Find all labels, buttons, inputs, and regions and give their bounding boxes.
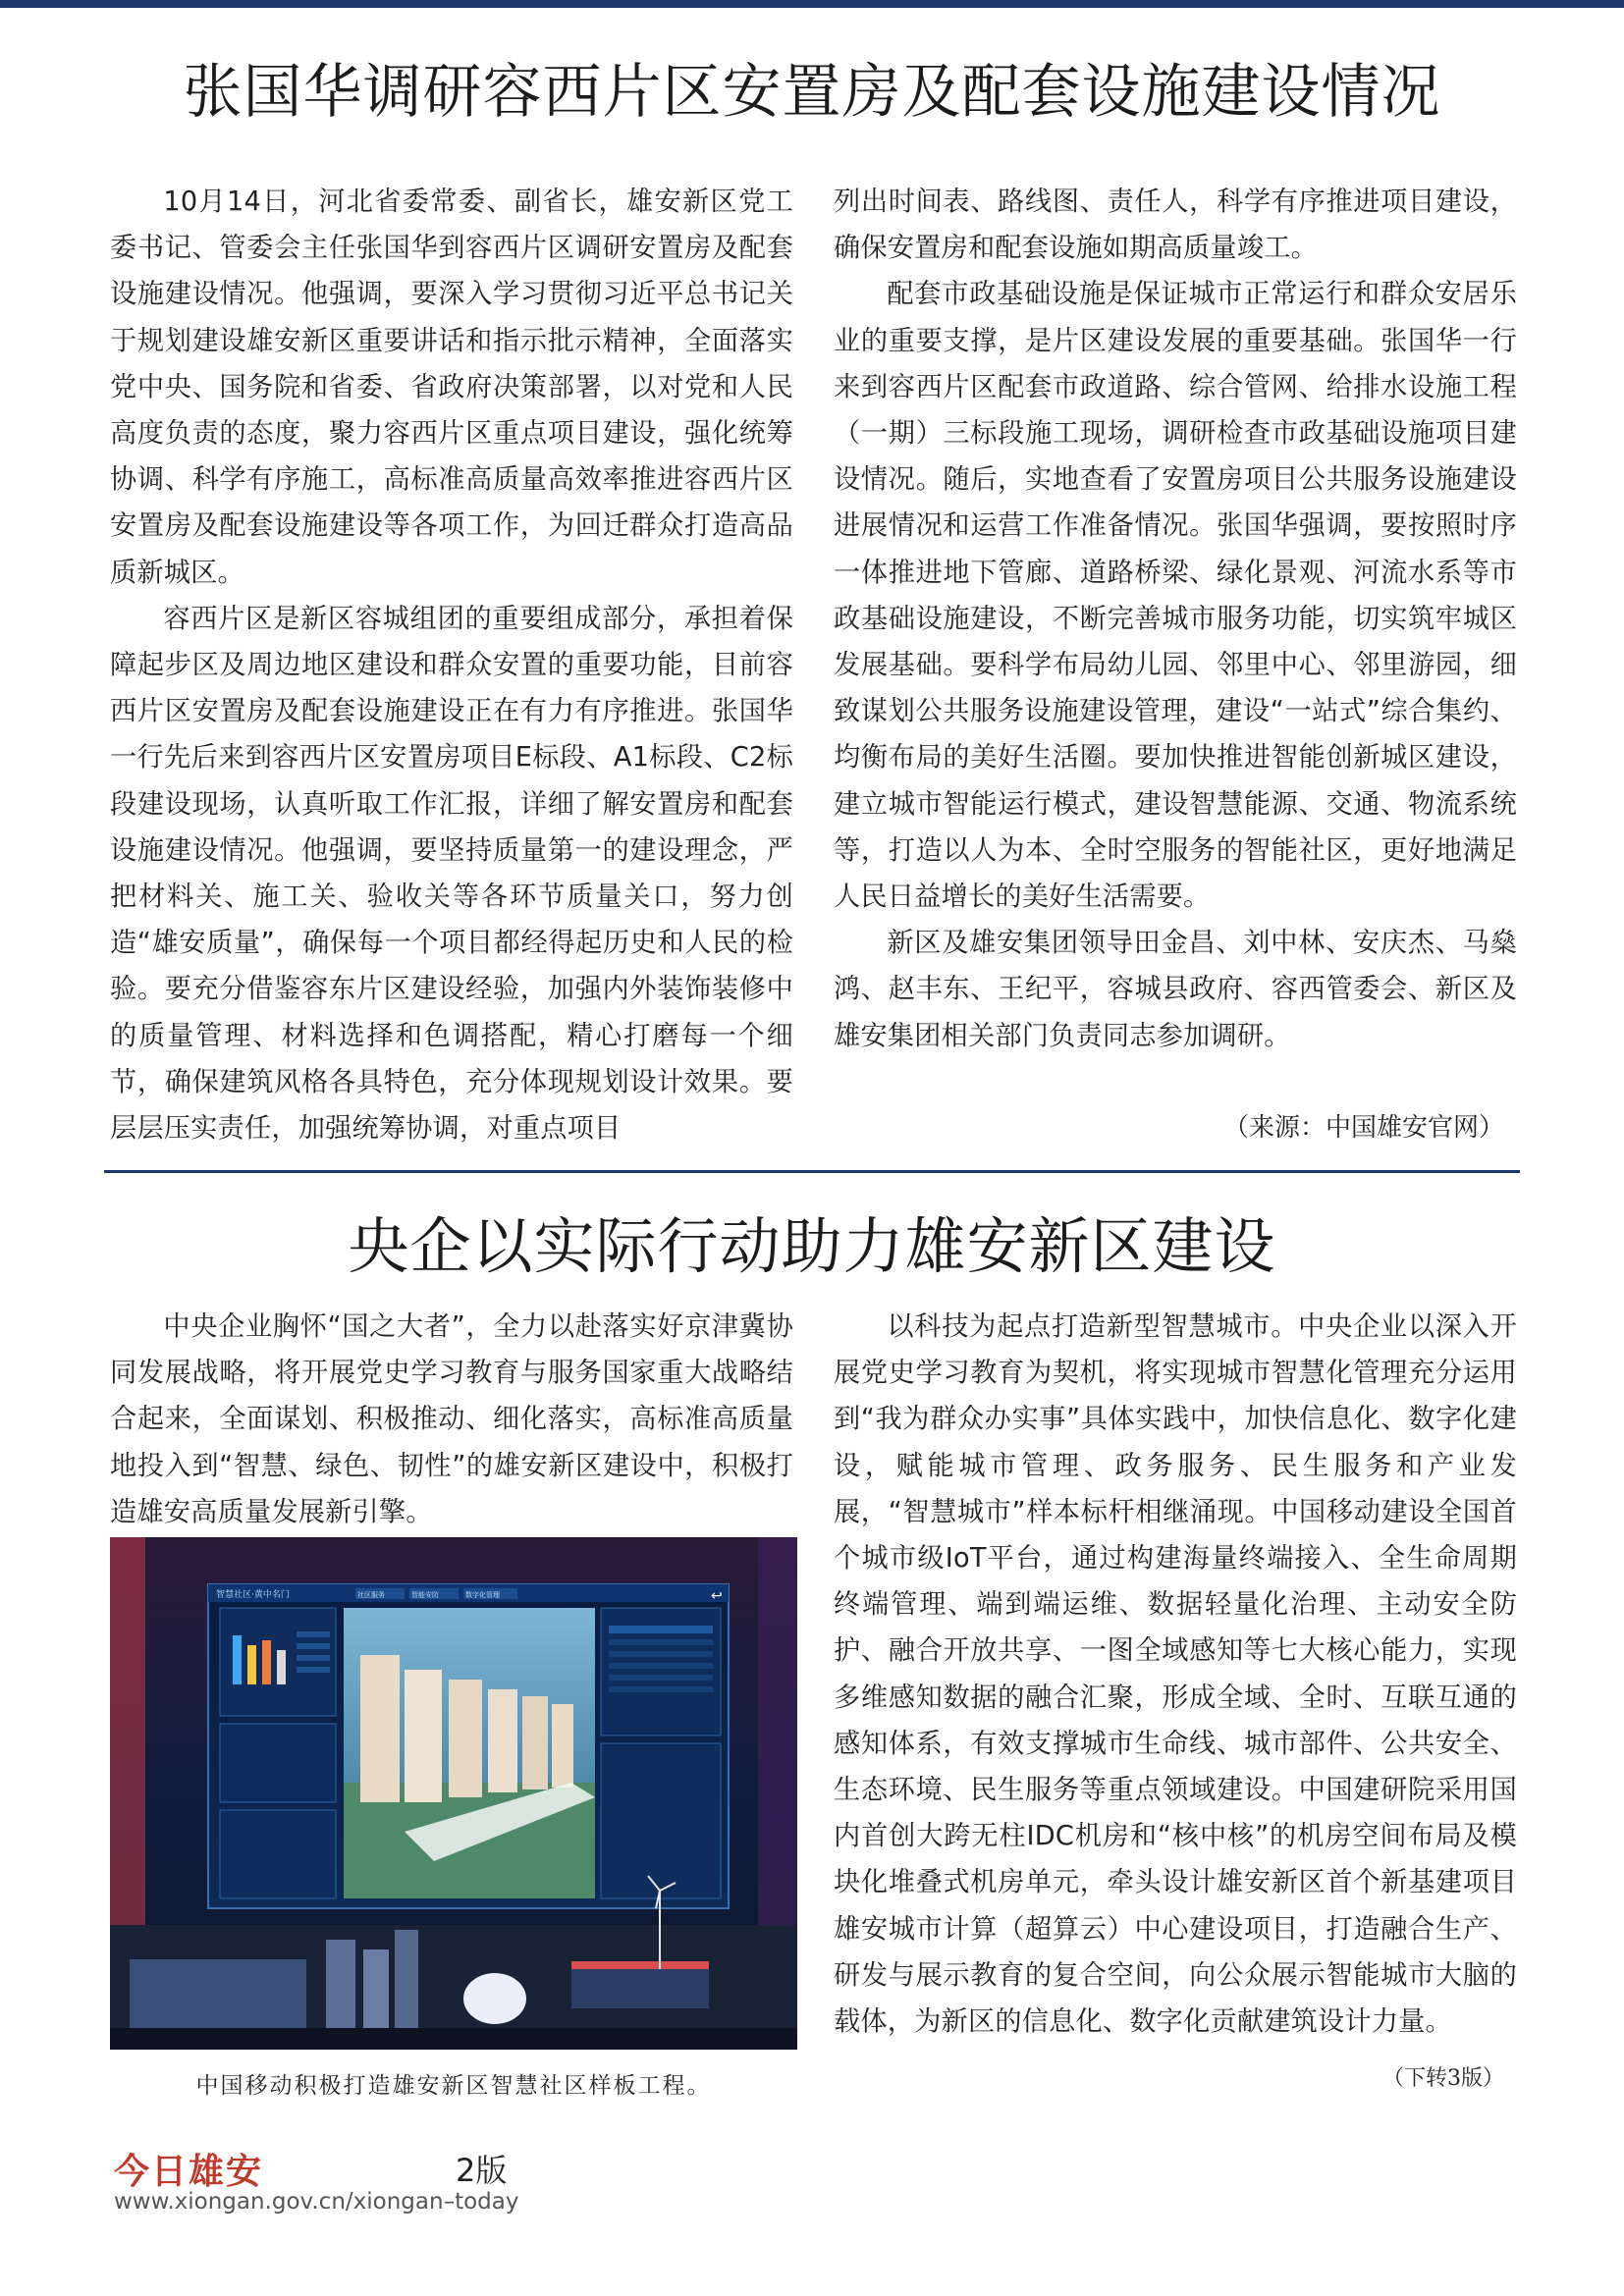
article1-paragraph: 10月14日，河北省委常委、副省长，雄安新区党工委书记、管委会主任张国华到容西片区调研安置房及配套设施建设情况。他强调，要深入学习贯彻习近平总书记关于规划建设雄安新区重要讲话和指示批示精神，全面落实党中央、国务院和省委、省政府决策部署，以对党和人民高度负责的态度，聚力容西片区重点项目建设，强化统筹协调、科学有序施工，高标准高质量高效率推进容西片区安置房及配套设施建设等各项工作，为回迁群众打造高品质新城区。: [110, 187, 793, 588]
screen-tab: 数字化管理: [465, 1591, 500, 1599]
screen-tab: 智能安防: [411, 1591, 439, 1599]
back-icon: ↩: [711, 1588, 723, 1604]
article1-paragraph: 配套市政基础设施是保证城市正常运行和群众安居乐业的重要支撑，是片区建设发展的重要基础。张国华一行来到容西片区配套市政道路、综合管网、给排水设施工程（一期）三标段施工现场，调研检查市政基础设施项目建设情况。随后，实地查看了安置房项目公共服务设施建设进展情况和运营工作准备情况。张国华强调，要按照时序一体推进地下管廊、道路桥梁、绿化景观、河流水系等市政基础设施建设，不断完善城市服务功能，切实筑牢城区发展基础。要科学布局幼儿园、邻里中心、邻里游园，细致谋划公共服务设施建设管理，建设“一站式”综合集约、均衡布局的美好生活圈。要加快推进智能创新城区建设，建立城市智能运行模式，建设智慧能源、交通、物流系统等，打造以人为本、全时空服务的智能社区，更好地满足人民日益增长的美好生活需要。: [834, 279, 1517, 913]
top-accent-bar: [0, 0, 1624, 8]
section-divider: [104, 1170, 1520, 1173]
page-number: 2版: [456, 2152, 508, 2189]
article2-title: 央企以实际行动助力雄安新区建设: [348, 1210, 1276, 1282]
screen-tab: 社区服务: [357, 1591, 385, 1599]
article2-paragraph: 中央企业胸怀“国之大者”，全力以赴落实好京津冀协同发展战略，将开展党史学习教育与服务国家重大战略结合起来，全面谋划、积极推动、细化落实，高标准高质量地投入到“智慧、绿色、韧性”的雄安新区建设中，积极打造雄安高质量发展新引擎。: [110, 1311, 793, 1527]
article1-left-column: [110, 179, 793, 1151]
article2-paragraph: 以科技为起点打造新型智慧城市。中央企业以深入开展党史学习教育为契机，将实现城市智慧化管理充分运用到“我为群众办实事”具体实践中，加快信息化、数字化建设，赋能城市管理、政务服务、民生服务和产业发展，“智慧城市”样本标杆相继涌现。中国移动建设全国首个城市级IoT平台，通过构建海量终端接入、全生命周期终端管理、端到端运维、数据轻量化治理、主动安全防护、融合开放共享、一图全域感知等七大核心能力，实现多维感知数据的融合汇聚，形成全域、全时、互联互通的感知体系，有效支撑城市生命线、城市部件、公共安全、生态环境、民生服务等重点领域建设。中国建研院采用国内首创大跨无柱IDC机房和“核中核”的机房空间布局及模块化堆叠式机房单元，牵头设计雄安新区首个新基建项目雄安城市计算（超算云）中心建设项目，打造融合生产、研发与展示教育的复合空间，向公众展示智能城市大脑的载体，为新区的信息化、数字化贡献建筑设计力量。: [834, 1311, 1517, 2038]
footer-url: www.xiongan.gov.cn/xiongan–today: [114, 2189, 519, 2215]
photo-caption: 中国移动积极打造雄安新区智慧社区样板工程。: [195, 2073, 712, 2099]
article1-right-column: [834, 179, 1517, 1059]
article1-paragraph: 容西片区是新区容城组团的重要组成部分，承担着保障起步区及周边地区建设和群众安置的重要功能，目前容西片区安置房及配套设施建设正在有力有序推进。张国华一行先后来到容西片区安置房项目E标段、A1标段、C2标段建设现场，认真听取工作汇报，详细了解安置房和配套设施建设情况。他强调，要坚持质量第一的建设理念，严把材料关、施工关、验收关等各环节质量关口，努力创造“雄安质量”，确保每一个项目都经得起历史和人民的检验。要充分借鉴容东片区建设经验，加强内外装饰装修中的质量管理、材料选择和色调搭配，精心打磨每一个细节，确保建筑风格各具特色，充分体现规划设计效果。要层层压实责任，加强统筹协调，对重点项目: [110, 603, 793, 1145]
screen-title: 智慧社区·黄中名门: [216, 1590, 290, 1600]
article2-left-column: [110, 1304, 793, 1535]
continued-note: （下转3版）: [1382, 2066, 1504, 2091]
article1-title: 张国华调研容西片区安置房及配套设施建设情况: [183, 58, 1441, 127]
article2-right-column: [834, 1304, 1517, 2045]
smart-community-photo: [110, 1537, 797, 2050]
article1-paragraph-continuation: 列出时间表、路线图、责任人，科学有序推进项目建设，确保安置房和配套设施如期高质量竣工。: [834, 187, 1517, 264]
article1-paragraph: 新区及雄安集团领导田金昌、刘中林、安庆杰、马燊鸿、赵丰东、王纪平，容城县政府、容西管委会、新区及雄安集团相关部门负责同志参加调研。: [834, 928, 1517, 1051]
brand-logo: 今日雄安: [114, 2151, 264, 2192]
article1-source: （来源：中国雄安官网）: [1222, 1113, 1504, 1143]
